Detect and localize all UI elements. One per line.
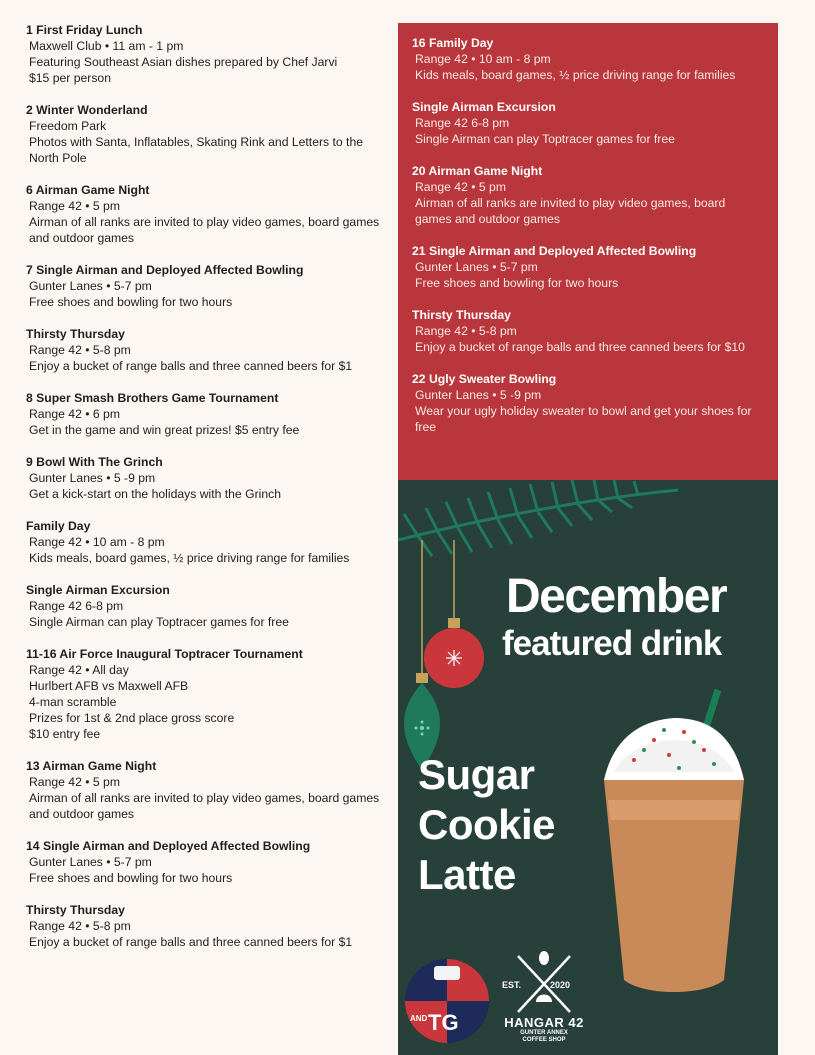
event-item — [26, 758, 386, 822]
event-detail: Featuring Southeast Asian dishes prepared by Chef Jarvi — [29, 55, 338, 69]
event-item — [26, 582, 386, 630]
red-event-panel — [398, 23, 778, 480]
event-detail: Range 42 • 6 pm — [29, 407, 120, 421]
event-detail: Range 42 • 10 am - 8 pm — [29, 535, 165, 549]
event-title: 1 First Friday Lunch — [26, 23, 143, 37]
event-item — [26, 838, 386, 886]
event-detail: Gunter Lanes • 5-7 pm — [29, 279, 152, 293]
hangar42-name: HANGAR 42 — [504, 1015, 584, 1030]
event-detail: Range 42 6-8 pm — [29, 599, 124, 613]
hangar42-sub-line: GUNTER ANNEX — [520, 1030, 568, 1036]
event-item — [26, 262, 386, 310]
event-detail: Kids meals, board games, ½ price driving range for families — [415, 68, 736, 82]
event-detail: Range 42 • 5 pm — [29, 199, 120, 213]
event-title: 8 Super Smash Brothers Game Tournament — [26, 391, 279, 405]
hangar42-subtitle — [496, 1030, 592, 1044]
event-item — [26, 390, 386, 438]
tg-logo-letters: TG — [428, 1010, 459, 1035]
drink-name-line: Latte — [418, 851, 516, 898]
event-detail: Free shoes and bowling for two hours — [415, 276, 619, 290]
event-detail: Enjoy a bucket of range balls and three canned beers for $10 — [415, 340, 745, 354]
event-item — [412, 243, 764, 291]
event-detail: Freedom Park — [29, 119, 107, 133]
event-item — [412, 99, 764, 147]
event-detail: Range 42 • 5-8 pm — [29, 919, 131, 933]
event-detail: Range 42 • 5 pm — [415, 180, 506, 194]
event-title: 11-16 Air Force Inaugural Toptracer Tournament — [26, 647, 303, 661]
event-title: 16 Family Day — [412, 36, 494, 50]
event-detail: Range 42 • All day — [29, 663, 129, 677]
event-detail: Gunter Lanes • 5 -9 pm — [415, 388, 542, 402]
featured-drink-panel — [398, 480, 778, 1055]
event-detail: Range 42 6-8 pm — [415, 116, 510, 130]
event-detail: Range 42 • 5-8 pm — [29, 343, 131, 357]
event-detail: Maxwell Club • 11 am - 1 pm — [29, 39, 184, 53]
event-detail: Airman of all ranks are invited to play video games, board games and outdoor games — [29, 791, 380, 821]
event-item — [26, 902, 386, 950]
tg-logo-small: AND — [410, 1014, 428, 1023]
event-detail: Kids meals, board games, ½ price driving range for families — [29, 551, 350, 565]
event-title: 2 Winter Wonderland — [26, 103, 148, 117]
feature-subhead: featured drink — [502, 624, 722, 663]
event-title: Thirsty Thursday — [26, 903, 125, 917]
event-title: 21 Single Airman and Deployed Affected Bowling — [412, 244, 697, 258]
event-item — [26, 454, 386, 502]
event-detail: Range 42 • 5 pm — [29, 775, 120, 789]
event-title: 20 Airman Game Night — [412, 164, 543, 178]
event-item — [412, 307, 764, 355]
event-detail: 4-man scramble — [29, 695, 117, 709]
left-event-list — [26, 22, 386, 966]
event-detail: Get in the game and win great prizes! $5 entry fee — [29, 423, 300, 437]
latte-cup-image — [594, 680, 754, 1000]
hangar42-sub-line: COFFEE SHOP — [522, 1037, 566, 1043]
event-detail: Get a kick-start on the holidays with the Grinch — [29, 487, 281, 501]
event-detail: Range 42 • 5-8 pm — [415, 324, 517, 338]
event-detail: Free shoes and bowling for two hours — [29, 295, 233, 309]
event-title: 13 Airman Game Night — [26, 759, 157, 773]
event-item — [26, 518, 386, 566]
event-detail: Free shoes and bowling for two hours — [29, 871, 233, 885]
event-detail: Prizes for 1st & 2nd place gross score — [29, 711, 235, 725]
event-detail: Wear your ugly holiday sweater to bowl and get your shoes for free — [415, 404, 752, 434]
event-detail: Airman of all ranks are invited to play video games, board games and outdoor games — [29, 215, 380, 245]
event-detail: Photos with Santa, Inflatables, Skating Rink and Letters to the North Pole — [29, 135, 364, 165]
hangar42-est: EST. — [502, 980, 522, 990]
event-item — [26, 22, 386, 86]
event-title: Thirsty Thursday — [412, 308, 511, 322]
event-item — [26, 102, 386, 166]
event-item — [26, 646, 386, 742]
hangar42-year: 2020 — [550, 980, 571, 990]
drink-name-line: Sugar — [418, 751, 535, 798]
event-detail: Enjoy a bucket of range balls and three canned beers for $1 — [29, 935, 353, 949]
event-title: Thirsty Thursday — [26, 327, 125, 341]
event-detail: Single Airman can play Toptracer games for free — [415, 132, 675, 146]
event-detail: Single Airman can play Toptracer games for free — [29, 615, 289, 629]
event-item — [26, 326, 386, 374]
event-title: 14 Single Airman and Deployed Affected Bowling — [26, 839, 311, 853]
event-detail: Hurlbert AFB vs Maxwell AFB — [29, 679, 189, 693]
event-detail: Gunter Lanes • 5-7 pm — [415, 260, 538, 274]
event-detail: Gunter Lanes • 5 -9 pm — [29, 471, 156, 485]
event-title: 9 Bowl With The Grinch — [26, 455, 163, 469]
event-item — [412, 163, 764, 227]
feature-headline: December — [506, 570, 727, 623]
event-title: 6 Airman Game Night — [26, 183, 150, 197]
drink-name-line: Cookie — [418, 801, 556, 848]
event-item — [412, 35, 764, 83]
event-item — [26, 182, 386, 246]
event-title: Single Airman Excursion — [412, 100, 556, 114]
event-detail: Gunter Lanes • 5-7 pm — [29, 855, 152, 869]
event-detail: Airman of all ranks are invited to play video games, board games and outdoor games — [415, 196, 726, 226]
event-detail: Range 42 • 10 am - 8 pm — [415, 52, 551, 66]
event-item — [412, 371, 764, 435]
event-detail: Enjoy a bucket of range balls and three canned beers for $1 — [29, 359, 353, 373]
event-title: Family Day — [26, 519, 91, 533]
event-title: Single Airman Excursion — [26, 583, 170, 597]
event-title: 22 Ugly Sweater Bowling — [412, 372, 557, 386]
event-detail: $10 entry fee — [29, 727, 101, 741]
drink-name — [418, 750, 555, 900]
event-title: 7 Single Airman and Deployed Affected Bowling — [26, 263, 304, 277]
event-detail: $15 per person — [29, 71, 111, 85]
